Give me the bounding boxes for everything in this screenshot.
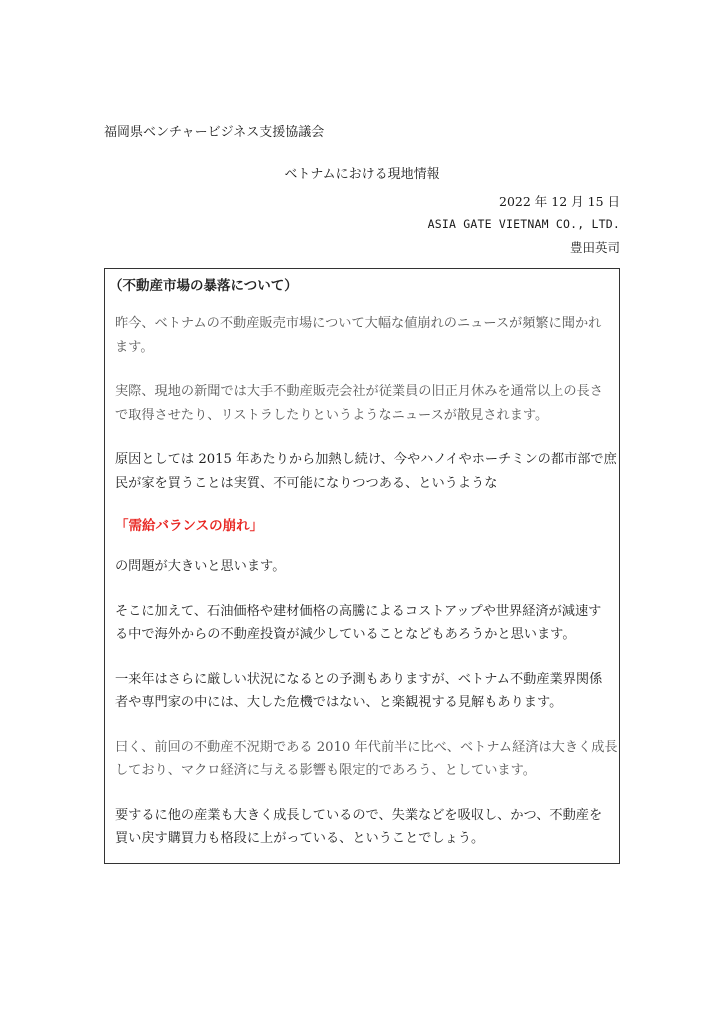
paragraph-line: 要するに他の産業も大きく成長しているので、失業などを吸収し、かつ、不動産を <box>115 807 603 823</box>
company-name: ASIA GATE VIETNAM CO., LTD. <box>427 217 620 231</box>
paragraph <box>115 312 609 359</box>
document-meta <box>428 190 620 259</box>
author-name: 豊田英司 <box>569 240 620 255</box>
paragraph <box>115 380 609 427</box>
paragraph-line: 実際、現地の新聞では大手不動産販売会社が従業員の旧正月休みを通常以上の長さ <box>115 384 603 399</box>
document-title: ベトナムにおける現地情報 <box>284 167 440 182</box>
content-box <box>104 268 620 864</box>
paragraph-line: の問題が大きいと思います。 <box>115 559 286 574</box>
paragraph <box>115 668 609 715</box>
organization-name: 福岡県ベンチャービジネス支援協議会 <box>104 125 325 140</box>
paragraph-line: 曰く、前回の不動産不況期である 2010 年代前半に比べ、ベトナム経済は大きく成長 <box>115 739 618 755</box>
paragraph-line: しており、マクロ経済に与える影響も限定的であろう、としています。 <box>115 763 536 778</box>
paragraph-line: ます。 <box>115 339 154 355</box>
paragraph-line: で取得させたり、リストラしたりというようなニュースが散見されます。 <box>115 407 549 423</box>
paragraph <box>115 555 609 579</box>
paragraph <box>115 804 609 851</box>
paragraph <box>115 448 617 495</box>
paragraph <box>115 600 609 647</box>
section-heading: （不動産市場の暴落について） <box>109 278 298 294</box>
paragraph-line: 原因としては 2015 年あたりから加熱し続け、今やハノイやホーチミンの都市部で庶 <box>115 452 617 467</box>
paragraph-line: 一来年はさらに厳しい状況になるとの予測もありますが、ベトナム不動産業界関係 <box>115 671 603 687</box>
paragraph <box>115 736 618 783</box>
paragraph-line: 者や専門家の中には、大した危機ではない、と楽観視する見解もあります。 <box>115 695 563 710</box>
paragraph-line: 昨今、ベトナムの不動産販売市場について大幅な値崩れのニュースが頻繁に聞かれ <box>115 316 602 331</box>
paragraph-line: そこに加えて、石油価格や建材価格の高騰によるコストアップや世界経済が減速す <box>115 603 602 619</box>
paragraph-line: る中で海外からの不動産投資が減少していることなどもあろうかと思います。 <box>115 627 576 642</box>
document-date: 2022 年 12 月 15 日 <box>499 194 620 209</box>
paragraph-line: 民が家を買うことは実質、不可能になりつつある、というような <box>115 475 498 491</box>
highlight-phrase: 「需給バランスの崩れ」 <box>115 518 264 534</box>
paragraph-line: 買い戻す購買力も格段に上がっている、ということでしょう。 <box>115 831 485 846</box>
